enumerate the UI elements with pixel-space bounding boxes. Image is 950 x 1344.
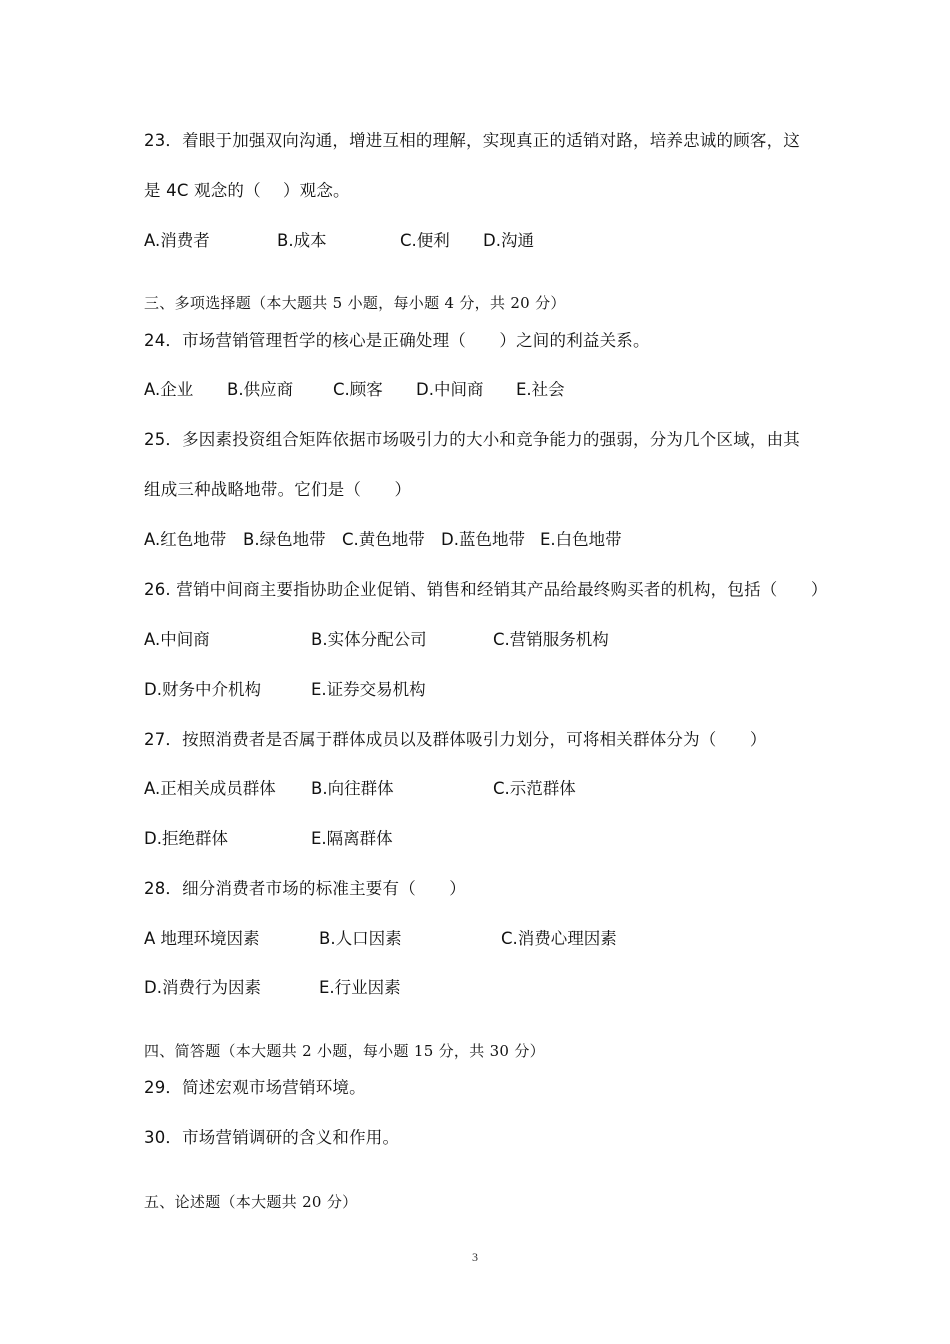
q24-option-d: D.中间商 — [416, 380, 484, 399]
q23-option-c: C.便利 — [400, 231, 450, 250]
q26-option-e: E.证券交易机构 — [311, 680, 426, 699]
q28-option-c: C.消费心理因素 — [501, 929, 617, 948]
q25-option-d: D.蓝色地带 — [441, 530, 525, 549]
q25-option-b: B.绿色地带 — [243, 530, 326, 549]
q27-option-a: A.正相关成员群体 — [144, 779, 276, 798]
q26-option-d: D.财务中介机构 — [144, 680, 261, 699]
q23-option-d: D.沟通 — [483, 231, 534, 250]
q27-option-e: E.隔离群体 — [311, 829, 393, 848]
question-25-line-2: 组成三种战略地带。它们是（ ） — [144, 480, 412, 499]
q25-option-a: A.红色地带 — [144, 530, 227, 549]
q27-option-c: C.示范群体 — [493, 779, 576, 798]
section-3-heading: 三、多项选择题（本大题共 5 小题，每小题 4 分，共 20 分） — [144, 294, 566, 312]
section-4-heading: 四、简答题（本大题共 2 小题，每小题 15 分，共 30 分） — [144, 1042, 545, 1060]
page-number: 3 — [472, 1250, 478, 1264]
question-30: 30．市场营销调研的含义和作用。 — [144, 1128, 400, 1147]
q24-option-b: B.供应商 — [227, 380, 294, 399]
q26-option-a: A.中间商 — [144, 630, 210, 649]
q23-option-a: A.消费者 — [144, 231, 210, 250]
q27-option-d: D.拒绝群体 — [144, 829, 228, 848]
question-27: 27．按照消费者是否属于群体成员以及群体吸引力划分，可将相关群体分为（ ） — [144, 730, 767, 749]
q24-option-e: E.社会 — [516, 380, 565, 399]
q25-option-e: E.白色地带 — [540, 530, 622, 549]
q23-option-b: B.成本 — [277, 231, 327, 250]
question-24: 24．市场营销管理哲学的核心是正确处理（ ）之间的利益关系。 — [144, 331, 650, 350]
question-23-line-2: 是 4C 观念的（ ）观念。 — [144, 181, 350, 200]
question-29: 29．简述宏观市场营销环境。 — [144, 1078, 366, 1097]
q28-option-e: E.行业因素 — [319, 978, 401, 997]
q27-option-b: B.向往群体 — [311, 779, 394, 798]
q24-option-c: C.顾客 — [333, 380, 383, 399]
question-25-line-1: 25．多因素投资组合矩阵依据市场吸引力的大小和竞争能力的强弱，分为几个区域，由其 — [144, 430, 800, 449]
q24-option-a: A.企业 — [144, 380, 194, 399]
section-5-heading: 五、论述题（本大题共 20 分） — [144, 1193, 358, 1211]
question-26: 26. 营销中间商主要指协助企业促销、销售和经销其产品给最终购买者的机构，包括（ ） — [144, 580, 828, 599]
question-23-line-1: 23．着眼于加强双向沟通，增进互相的理解，实现真正的适销对路，培养忠诚的顾客，这 — [144, 131, 800, 150]
q28-option-b: B.人口因素 — [319, 929, 402, 948]
q25-option-c: C.黄色地带 — [342, 530, 425, 549]
q28-option-d: D.消费行为因素 — [144, 978, 261, 997]
q26-option-c: C.营销服务机构 — [493, 630, 609, 649]
question-28: 28．细分消费者市场的标准主要有（ ） — [144, 879, 466, 898]
q26-option-b: B.实体分配公司 — [311, 630, 427, 649]
q28-option-a: A 地理环境因素 — [144, 929, 260, 948]
